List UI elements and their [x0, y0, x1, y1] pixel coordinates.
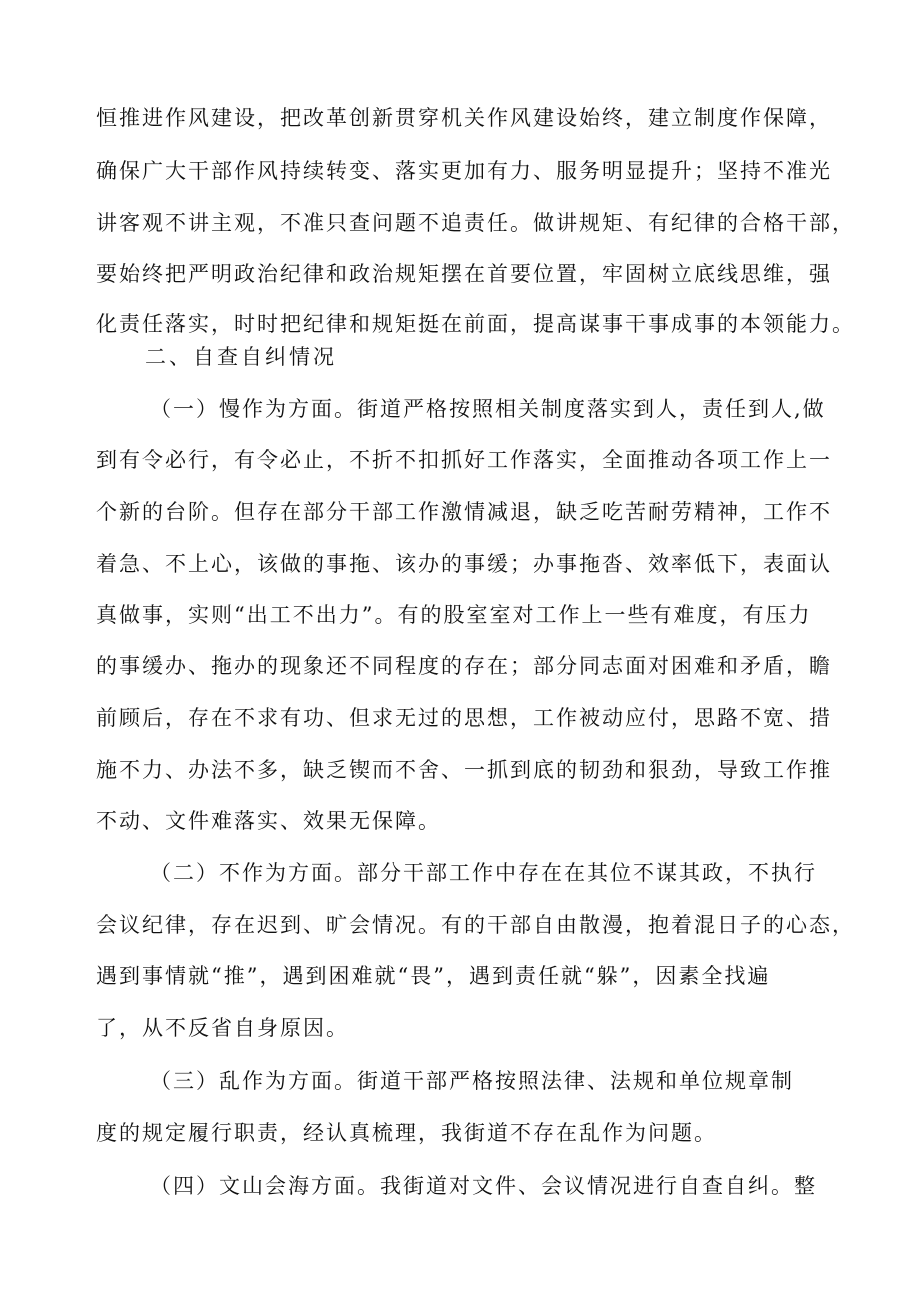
body-text-line: 到有令必行，有令必止，不折不扣抓好工作落实，全面推动各项工作上一: [96, 448, 832, 472]
body-text-line: 的事缓办、拖办的现象还不同程度的存在；部分同志面对困难和矛盾，瞻: [96, 654, 832, 678]
body-text-line: 着急、不上心，该做的事拖、该办的事缓；办事拖沓、效率低下，表面认: [96, 552, 832, 576]
body-text-line: 了，从不反省自身原因。: [96, 1016, 349, 1040]
paragraph-first-line: （一）慢作为方面。街道严格按照相关制度落实到人，责任到人,做: [150, 397, 826, 421]
paragraph-first-line: （四）文山会海方面。我街道对文件、会议情况进行自查自纠。整: [150, 1174, 817, 1198]
body-text-line: 个新的台阶。但存在部分干部工作激情减退，缺乏吃苦耐劳精神，工作不: [96, 500, 832, 524]
body-text-line: 度的规定履行职责，经认真梳理，我街道不存在乱作为问题。: [96, 1121, 717, 1145]
body-text-line: 施不力、办法不多，缺乏锲而不舍、一抓到底的韧劲和狠劲，导致工作推: [96, 758, 832, 782]
body-text-line: 恒推进作风建设，把改革创新贯穿机关作风建设始终，建立制度作保障，: [96, 106, 832, 130]
body-text-line: 遇到事情就“推”，遇到困难就“畏”，遇到责任就“躲”，因素全找遍: [96, 964, 771, 988]
body-text-line: 讲客观不讲主观，不准只查问题不追责任。做讲规矩、有纪律的合格干部，: [96, 211, 855, 235]
body-text-line: 不动、文件难落实、效果无保障。: [96, 809, 441, 833]
paragraph-first-line: （三）乱作为方面。街道干部严格按照法律、法规和单位规章制: [150, 1069, 794, 1093]
body-text-line: 前顾后，存在不求有功、但求无过的思想，工作被动应付，思路不宽、措: [96, 706, 832, 730]
body-text-line: 会议纪律，存在迟到、旷会情况。有的干部自由散漫，抱着混日子的心态，: [96, 913, 855, 937]
paragraph-first-line: （二）不作为方面。部分干部工作中存在在其位不谋其政，不执行: [150, 861, 817, 885]
body-text-line: 要始终把严明政治纪律和政治规矩摆在首要位置，牢固树立底线思维，强: [96, 262, 832, 286]
body-text-line: 化责任落实，时时把纪律和规矩挺在前面，提高谋事干事成事的本领能力。: [96, 312, 855, 336]
body-text-line: 真做事，实则“出工不出力”。有的股室室对工作上一些有难度，有压力: [96, 603, 812, 627]
section-heading: 二、自查自纠情况: [145, 345, 337, 369]
body-text-line: 确保广大干部作风持续转变、落实更加有力、服务明显提升；坚持不准光: [96, 159, 832, 183]
